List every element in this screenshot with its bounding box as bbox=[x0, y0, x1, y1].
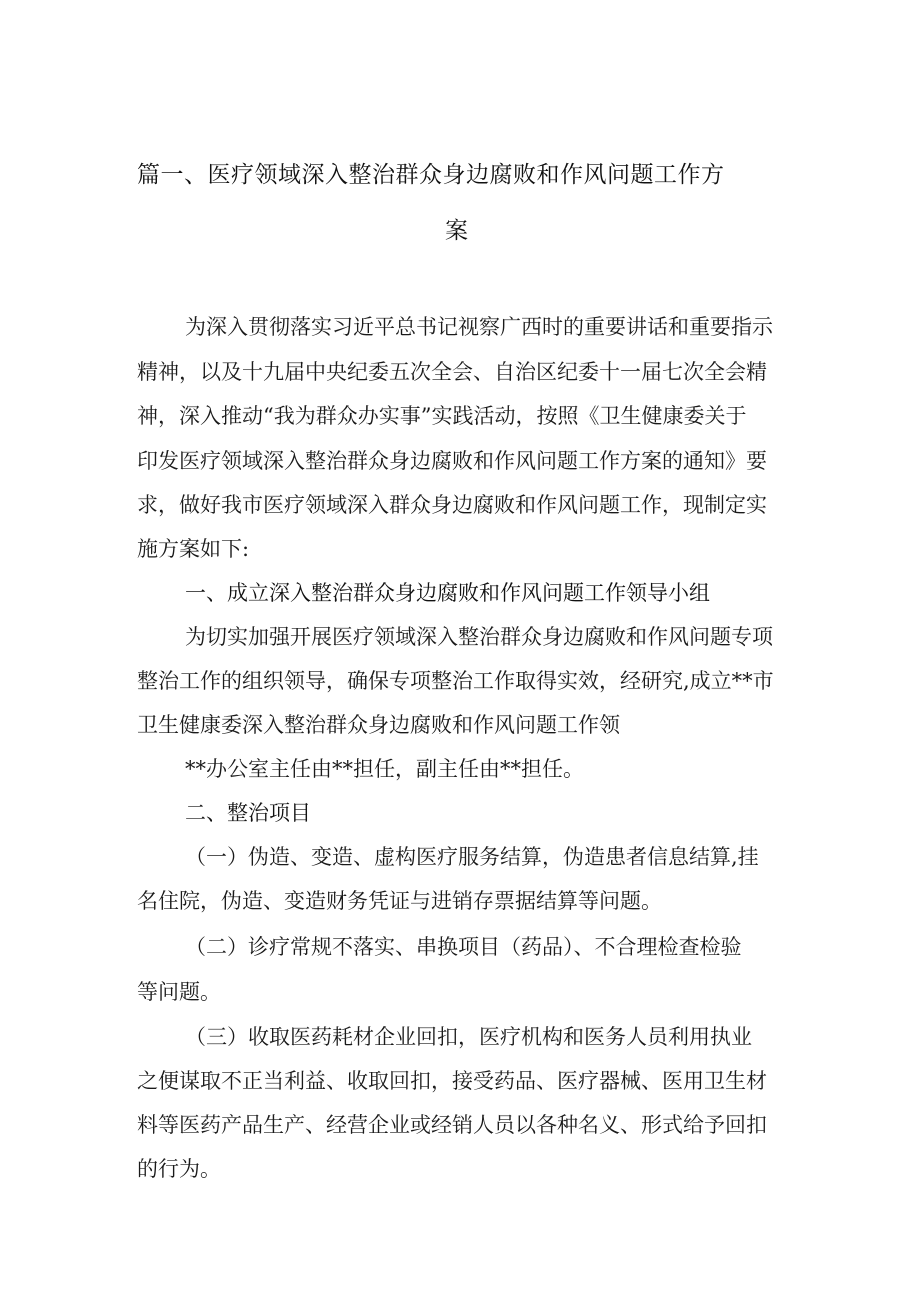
intro-line: 为深入贯彻落实习近平总书记视察广西时的重要讲话和重要指示 bbox=[185, 315, 773, 339]
item-3-line: 之便谋取不正当利益、收取回扣，接受药品、医疗器械、医用卫生材 bbox=[137, 1069, 767, 1093]
item-2-line: （二）诊疗常规不落实、串换项目（药品）、不合理检查检验 bbox=[185, 935, 742, 959]
intro-line: 求，做好我市医疗领域深入群众身边腐败和作风问题工作，现制定实 bbox=[137, 493, 767, 517]
intro-line: 精神，以及十九届中央纪委五次全会、自治区纪委十一届七次全会精 bbox=[137, 360, 767, 384]
section-1-note: **办公室主任由**担任，副主任由**担任。 bbox=[185, 757, 584, 781]
document-title-line-1: 篇一、医疗领域深入整治群众身边腐败和作风问题工作方 bbox=[137, 162, 725, 188]
section-1-line: 卫生健康委深入整治群众身边腐败和作风问题工作领 bbox=[137, 713, 620, 737]
item-3-line: 的行为。 bbox=[137, 1157, 221, 1181]
section-1-line: 整治工作的组织领导，确保专项整治工作取得实效，经研究,成立**市 bbox=[137, 669, 774, 693]
item-3-line: 料等医药产品生产、经营企业或经销人员以各种名义、形式给予回扣 bbox=[137, 1113, 767, 1137]
section-1-line: 为切实加强开展医疗领域深入整治群众身边腐败和作风问题专项 bbox=[185, 625, 773, 649]
item-3-line: （三）收取医药耗材企业回扣，医疗机构和医务人员利用执业 bbox=[185, 1025, 752, 1049]
intro-line: 印发医疗领域深入整治群众身边腐败和作风问题工作方案的通知》要 bbox=[137, 449, 767, 473]
document-title-line-2: 案 bbox=[445, 218, 469, 244]
intro-line: 神，深入推动“我为群众办实事”实践活动，按照《卫生健康委关于 bbox=[137, 404, 747, 428]
section-2-heading: 二、整治项目 bbox=[185, 801, 311, 825]
item-1-line: 名住院，伪造、变造财务凭证与进销存票据结算等问题。 bbox=[137, 889, 662, 913]
intro-line: 施方案如下: bbox=[137, 537, 250, 561]
item-2-line: 等问题。 bbox=[137, 980, 221, 1004]
section-1-heading: 一、成立深入整治群众身边腐败和作风问题工作领导小组 bbox=[185, 581, 710, 605]
item-1-line: （一）伪造、变造、虚构医疗服务结算，伪造患者信息结算,挂 bbox=[185, 845, 759, 869]
